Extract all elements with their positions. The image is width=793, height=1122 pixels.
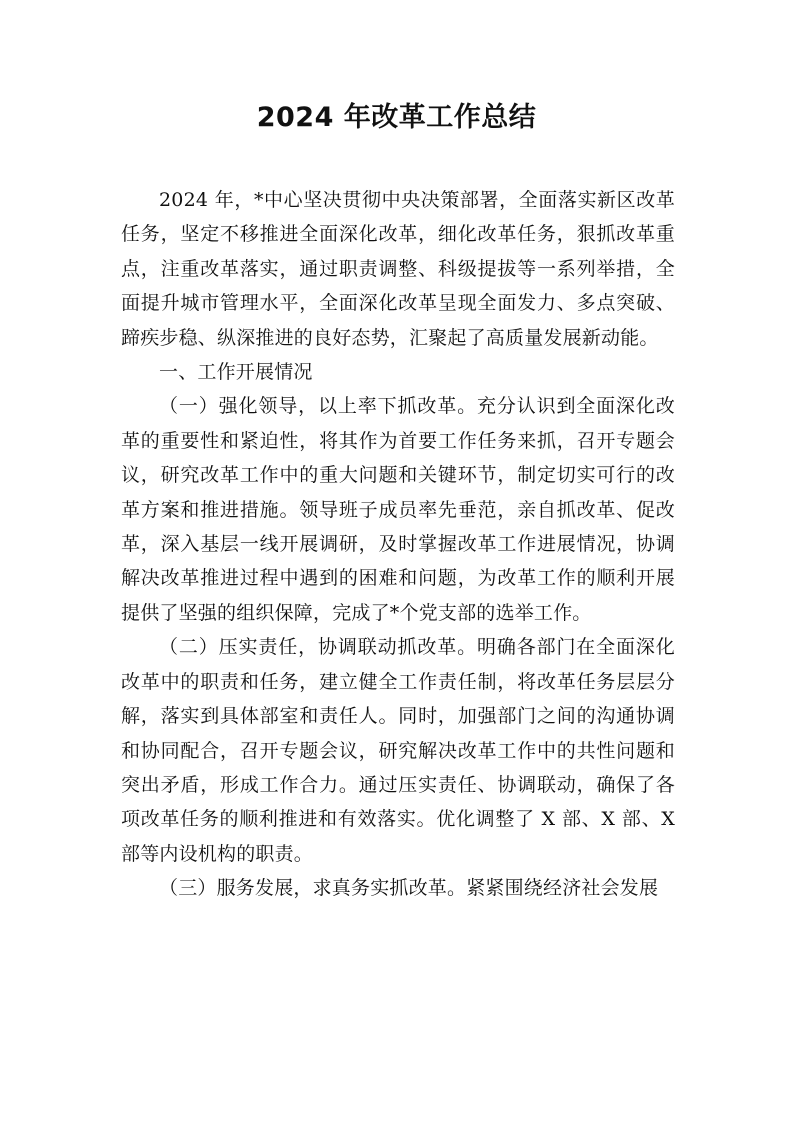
document-title: 2024 年改革工作总结 [256, 102, 537, 133]
document-body [121, 183, 675, 906]
intro-paragraph: 2024 年，*中心坚决贯彻中央决策部署，全面落实新区改革任务，坚定不移推进全面深化改革，细化改革任务，狠抓改革重点，注重改革落实，通过职责调整、科级提拔等一系列举措，全面提升城市管理水平，全面深化改革呈现全面发力、多点突破、蹄疾步稳、纵深推进的良好态势，汇聚起了高质量发展新动能。 [121, 189, 675, 349]
section-heading: 一、工作开展情况 [159, 361, 313, 384]
section-paragraph-3: （三）服务发展，求真务实抓改革。紧紧围绕经济社会发展 [159, 877, 659, 900]
section-paragraph-1: （一）强化领导，以上率下抓改革。充分认识到全面深化改革的重要性和紧迫性，将其作为首要工作任务来抓，召开专题会议，研究改革工作中的重大问题和关键环节，制定切实可行的改革方案和推进措施。领导班子成员率先垂范，亲自抓改革、促改革，深入基层一线开展调研，及时掌握改革工作进展情况，协调解决改革推进过程中遇到的困难和问题，为改革工作的顺利开展提供了坚强的组织保障，完成了*个党支部的选举工作。 [121, 395, 675, 624]
section-paragraph-2: （二）压实责任，协调联动抓改革。明确各部门在全面深化改革中的职责和任务，建立健全工作责任制，将改革任务层层分解，落实到具体部室和责任人。同时，加强部门之间的沟通协调和协同配合，召开专题会议，研究解决改革工作中的共性问题和突出矛盾，形成工作合力。通过压实责任、协调联动，确保了各项改革任务的顺利推进和有效落实。优化调整了 X 部、X 部、X 部等内设机构的职责。 [121, 636, 675, 865]
